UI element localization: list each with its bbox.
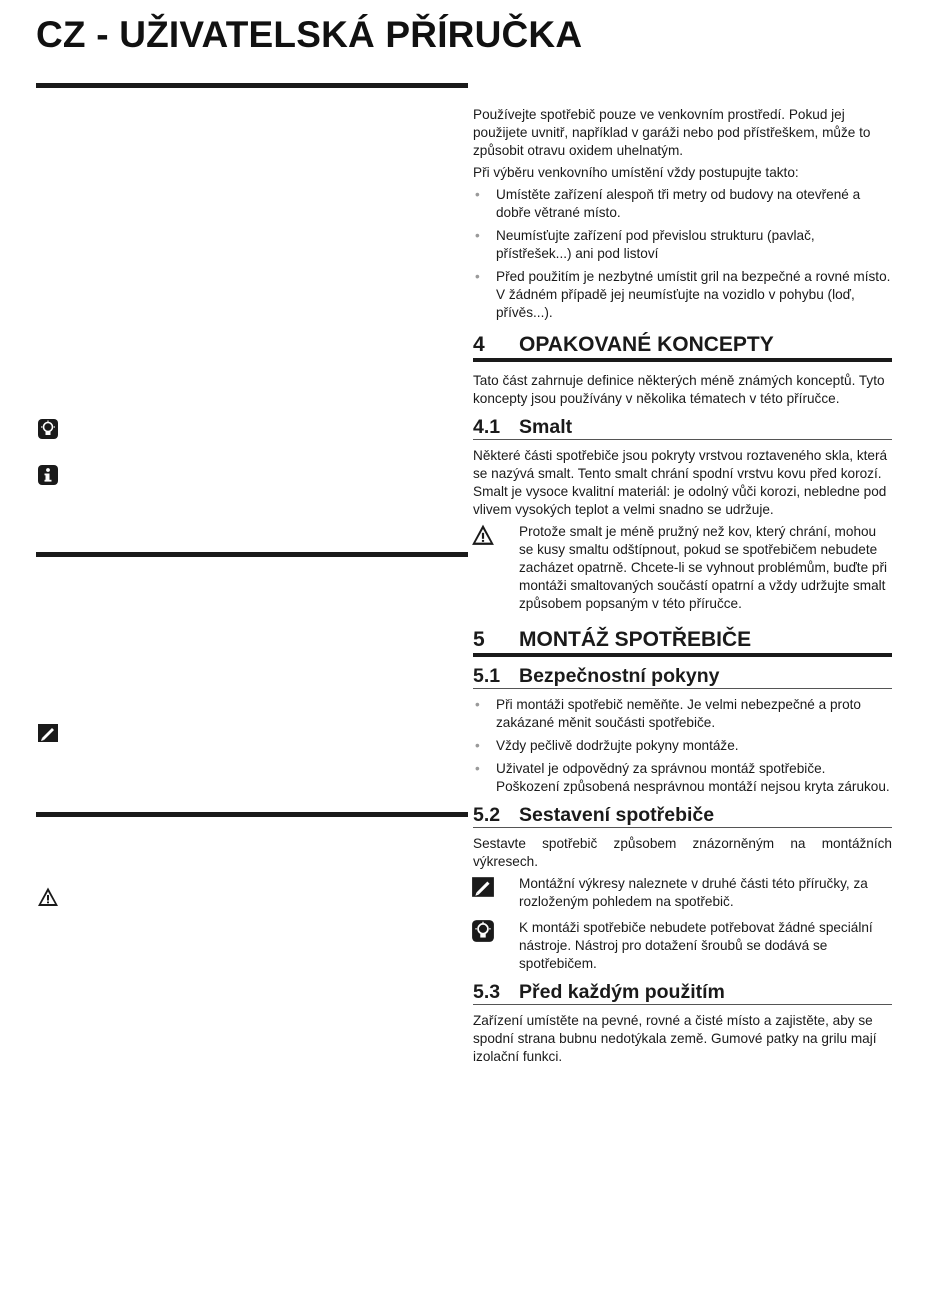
tip-text: K montáži spotřebiče nebudete potřebovat žádné speciální nástroje. Nástroj pro dotažení šroubů se dodává se spotřebičem.: [519, 920, 873, 971]
warning-text: Protože smalt je méně pružný než kov, který chrání, mohou se kusy smaltu odštípnout, pokud se spotřebičem nebudete zacházet opatrně. Chcete-li se vyhnout problémům, buďte při montáži smaltovaných součástí opatrní a vždy udržujte smalt způsobem popsaným v této příručce.: [519, 524, 888, 611]
list-item: • Uživatel je odpovědný za správnou montáž spotřebiče. Poškození způsobená nesprávnou montáží nejsou kryta zárukou.: [473, 760, 892, 796]
bullet-list: [473, 696, 892, 796]
info-icon: [37, 464, 59, 486]
section-text: Zařízení umístěte na pevné, rovné a čisté místo a zajistěte, aby se spodní strana bubnu nedotýkala země. Gumové patky na grilu mají izolační funkci.: [473, 1013, 877, 1064]
drawing-note: [473, 875, 892, 911]
subsection-number: 4.1: [473, 416, 501, 438]
section-rule: [36, 83, 468, 88]
warning-note: [473, 523, 892, 613]
subsection-number: 5.2: [473, 804, 501, 826]
section-number: 5: [473, 628, 485, 651]
section-text: Tato část zahrnuje definice některých méně známých konceptů. Tyto koncepty jsou používány v několika tématech v této příručce.: [473, 373, 885, 406]
page-title: CZ - UŽIVATELSKÁ PŘÍRUČKA: [36, 14, 583, 55]
pen-note-icon: [37, 722, 59, 744]
subsection-number: 5.3: [473, 981, 501, 1003]
list-item: • Před použitím je nezbytné umístit gril na bezpečné a rovné místo. V žádném případě jej neumísťujte na vozidlo v pohybu (loď, přívěs...).: [473, 268, 892, 322]
subsection-number: 5.1: [473, 665, 501, 687]
bulb-icon: [471, 919, 495, 943]
subsection-title: Sestavení spotřebiče: [519, 804, 715, 826]
pen-note-icon: [471, 875, 495, 899]
subsection-title: Bezpečnostní pokyny: [519, 665, 720, 687]
subsection-title: Smalt: [519, 416, 573, 438]
subsection-heading: [473, 667, 892, 689]
bulb-icon: [37, 418, 59, 440]
section-text: Sestavte spotřebič způsobem znázorněným na montážních výkresech.: [473, 836, 892, 869]
list-item: • Vždy pečlivě dodržujte pokyny montáže.: [473, 737, 892, 755]
section-text: Některé části spotřebiče jsou pokryty vrstvou roztaveného skla, která se nazývá smalt. Tento smalt chrání spodní vrstvu kovu před korozí. Smalt je vysoce kvalitní materiál: je odolný vůči korozi, nebledne pod vlivem vysokých teplot a velmi snadno se udržuje.: [473, 448, 888, 517]
section-heading: [473, 333, 892, 362]
section-rule: [36, 552, 468, 557]
note-text: Montážní výkresy naleznete v druhé části této příručky, za rozloženým pohledem na spotřebič.: [519, 876, 868, 909]
section-rule: [36, 812, 468, 817]
intro-paragraph: Při výběru venkovního umístění vždy postupujte takto:: [473, 165, 799, 180]
tip-note: [473, 919, 892, 973]
section-title: OPAKOVANÉ KONCEPTY: [519, 333, 774, 356]
section-title: MONTÁŽ SPOTŘEBIČE: [519, 628, 752, 651]
subsection-heading: [473, 806, 892, 828]
subsection-title: Před každým použitím: [519, 981, 725, 1003]
subsection-heading: [473, 418, 892, 440]
warning-icon: [37, 886, 59, 908]
list-item: • Při montáži spotřebič neměňte. Je velmi nebezpečné a proto zakázané měnit součásti spotřebiče.: [473, 696, 892, 732]
content-column: [473, 106, 892, 1070]
section-heading: [473, 628, 892, 657]
subsection-heading: [473, 983, 892, 1005]
bullet-list: [473, 186, 892, 322]
list-item: • Neumísťujte zařízení pod převislou strukturu (pavlač, přístřešek...) ani pod listoví: [473, 227, 892, 263]
list-item: • Umístěte zařízení alespoň tři metry od budovy na otevřené a dobře větrané místo.: [473, 186, 892, 222]
warning-icon: [471, 523, 495, 547]
intro-paragraph: Používejte spotřebič pouze ve venkovním prostředí. Pokud jej použijete uvnitř, například v garáži nebo pod přístřeškem, může to způsobit otravu oxidem uhelnatým.: [473, 107, 871, 158]
section-number: 4: [473, 333, 485, 356]
